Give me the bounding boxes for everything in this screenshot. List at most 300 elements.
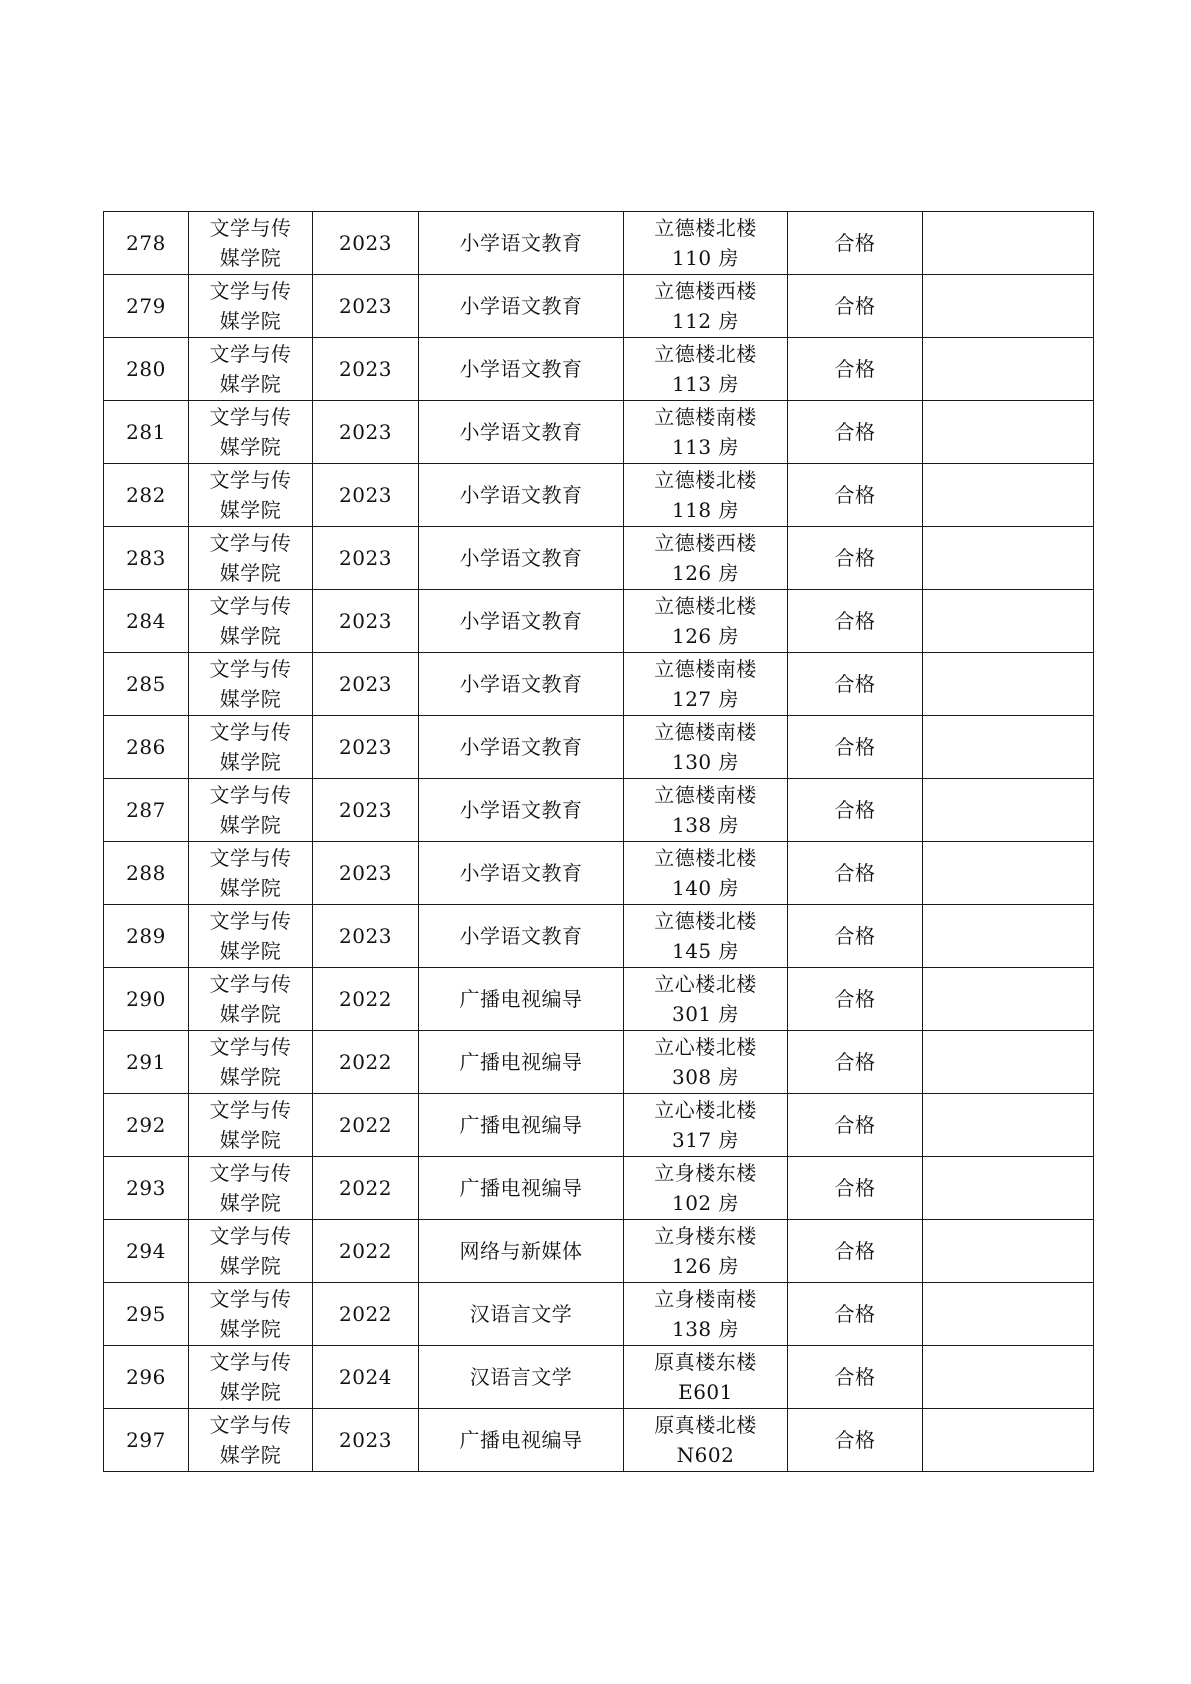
major-text: 小学语文教育 [459,546,583,570]
room-cell [624,590,788,653]
room-text: 立德楼西楼 [654,531,757,555]
row-number-cell [104,1031,189,1094]
major-cell [419,338,624,401]
college-text: 文学与传 [209,909,292,933]
table-row [104,1220,1094,1283]
row-number-text: 286 [126,735,166,759]
table-row [104,527,1094,590]
year-cell [313,338,419,401]
table-row [104,590,1094,653]
result-cell [788,1283,923,1346]
college-text: 文学与传 [209,1098,292,1122]
result-text: 合格 [834,924,876,948]
note-cell [923,716,1094,779]
row-number-text: 279 [126,294,166,318]
year-cell [313,716,419,779]
row-number-text: 290 [126,987,166,1011]
college-text: 媒学院 [219,1254,282,1278]
major-cell [419,1031,624,1094]
room-text: 126 房 [671,1254,740,1278]
room-cell [624,1157,788,1220]
room-text: 145 房 [671,939,740,963]
major-text: 小学语文教育 [459,609,583,633]
college-cell [189,527,313,590]
table-row [104,653,1094,716]
college-text: 文学与传 [209,720,292,744]
row-number-cell [104,1220,189,1283]
result-cell [788,716,923,779]
row-number-cell [104,212,189,275]
major-cell [419,842,624,905]
year-text: 2023 [339,735,392,759]
row-number-text: 287 [126,798,166,822]
row-number-cell [104,527,189,590]
room-text: 140 房 [671,876,740,900]
row-number-cell [104,1346,189,1409]
result-cell [788,842,923,905]
room-text: 立心楼北楼 [654,1035,757,1059]
year-text: 2023 [339,357,392,381]
year-text: 2023 [339,924,392,948]
result-text: 合格 [834,231,876,255]
room-text: 原真楼北楼 [654,1413,757,1437]
row-number-text: 295 [126,1302,166,1326]
college-text: 文学与传 [209,846,292,870]
row-number-text: 284 [126,609,166,633]
major-text: 广播电视编导 [459,1113,583,1137]
note-cell [923,401,1094,464]
note-cell [923,1346,1094,1409]
room-cell [624,464,788,527]
college-text: 媒学院 [219,1065,282,1089]
result-text: 合格 [834,672,876,696]
college-cell [189,212,313,275]
result-text: 合格 [834,735,876,759]
year-cell [313,1157,419,1220]
college-text: 媒学院 [219,939,282,963]
room-cell [624,1220,788,1283]
table-row [104,1094,1094,1157]
result-text: 合格 [834,1176,876,1200]
college-cell [189,968,313,1031]
year-text: 2023 [339,483,392,507]
year-cell [313,464,419,527]
room-text: 立身楼南楼 [654,1287,757,1311]
table-row [104,905,1094,968]
college-cell [189,1094,313,1157]
college-text: 文学与传 [209,972,292,996]
room-cell [624,1094,788,1157]
row-number-text: 289 [126,924,166,948]
year-text: 2023 [339,672,392,696]
room-text: 立德楼北楼 [654,468,757,492]
room-text: 立德楼南楼 [654,783,757,807]
row-number-cell [104,401,189,464]
note-cell [923,527,1094,590]
year-text: 2022 [339,1176,392,1200]
note-cell [923,464,1094,527]
result-text: 合格 [834,483,876,507]
row-number-cell [104,653,189,716]
row-number-text: 285 [126,672,166,696]
table-row [104,1346,1094,1409]
table-row [104,275,1094,338]
year-cell [313,275,419,338]
college-cell [189,716,313,779]
room-cell [624,527,788,590]
college-text: 文学与传 [209,657,292,681]
row-number-cell [104,779,189,842]
note-cell [923,275,1094,338]
year-text: 2022 [339,1113,392,1137]
table-row [104,968,1094,1031]
room-text: 130 房 [671,750,740,774]
major-text: 小学语文教育 [459,420,583,444]
room-text: 112 房 [671,309,740,333]
row-number-text: 293 [126,1176,166,1200]
room-text: 立德楼西楼 [654,279,757,303]
year-text: 2023 [339,294,392,318]
year-cell [313,968,419,1031]
records-table [103,211,1094,1472]
table-row [104,716,1094,779]
year-text: 2022 [339,1239,392,1263]
year-cell [313,1031,419,1094]
year-text: 2022 [339,1050,392,1074]
result-cell [788,527,923,590]
college-cell [189,275,313,338]
room-text: 立德楼北楼 [654,216,757,240]
room-cell [624,716,788,779]
major-cell [419,716,624,779]
major-text: 小学语文教育 [459,357,583,381]
result-text: 合格 [834,420,876,444]
room-text: 立德楼北楼 [654,594,757,618]
room-text: 立德楼南楼 [654,405,757,429]
major-cell [419,212,624,275]
result-text: 合格 [834,1302,876,1326]
major-text: 汉语言文学 [469,1302,573,1326]
college-cell [189,338,313,401]
result-cell [788,1220,923,1283]
row-number-cell [104,590,189,653]
note-cell [923,590,1094,653]
college-text: 媒学院 [219,1317,282,1341]
college-cell [189,1031,313,1094]
row-number-text: 280 [126,357,166,381]
college-text: 媒学院 [219,561,282,585]
note-cell [923,653,1094,716]
college-text: 媒学院 [219,624,282,648]
result-text: 合格 [834,609,876,633]
result-text: 合格 [834,1050,876,1074]
room-text: 立德楼北楼 [654,342,757,366]
major-cell [419,464,624,527]
row-number-cell [104,275,189,338]
college-text: 媒学院 [219,813,282,837]
college-text: 媒学院 [219,435,282,459]
major-text: 小学语文教育 [459,735,583,759]
room-cell [624,212,788,275]
row-number-cell [104,842,189,905]
note-cell [923,1031,1094,1094]
row-number-text: 291 [126,1050,166,1074]
year-text: 2023 [339,1428,392,1452]
row-number-text: 288 [126,861,166,885]
room-text: 立德楼南楼 [654,720,757,744]
year-cell [313,1409,419,1472]
year-text: 2022 [339,1302,392,1326]
major-text: 广播电视编导 [459,987,583,1011]
result-cell [788,1346,923,1409]
result-cell [788,464,923,527]
major-text: 汉语言文学 [469,1365,573,1389]
room-text: 118 房 [671,498,740,522]
major-text: 小学语文教育 [459,861,583,885]
major-cell [419,527,624,590]
college-text: 媒学院 [219,1128,282,1152]
room-cell [624,401,788,464]
room-cell [624,779,788,842]
result-cell [788,1031,923,1094]
table-row [104,212,1094,275]
year-text: 2023 [339,420,392,444]
room-text: 立心楼北楼 [654,972,757,996]
room-text: 113 房 [671,435,740,459]
note-cell [923,1283,1094,1346]
year-cell [313,1283,419,1346]
room-text: 127 房 [671,687,740,711]
major-cell [419,275,624,338]
major-text: 网络与新媒体 [459,1239,583,1263]
room-text: 126 房 [671,561,740,585]
result-cell [788,401,923,464]
result-cell [788,212,923,275]
note-cell [923,1157,1094,1220]
college-text: 文学与传 [209,1413,292,1437]
year-text: 2023 [339,609,392,633]
row-number-text: 292 [126,1113,166,1137]
result-text: 合格 [834,546,876,570]
major-cell [419,779,624,842]
room-text: 立心楼北楼 [654,1098,757,1122]
major-text: 小学语文教育 [459,294,583,318]
room-text: 110 房 [671,246,740,270]
result-cell [788,653,923,716]
room-cell [624,968,788,1031]
room-text: 102 房 [671,1191,740,1215]
college-text: 媒学院 [219,498,282,522]
result-text: 合格 [834,861,876,885]
note-cell [923,1094,1094,1157]
result-cell [788,779,923,842]
major-text: 广播电视编导 [459,1050,583,1074]
college-cell [189,905,313,968]
major-cell [419,1346,624,1409]
room-text: 126 房 [671,624,740,648]
note-cell [923,842,1094,905]
row-number-cell [104,716,189,779]
room-cell [624,1283,788,1346]
college-text: 媒学院 [219,876,282,900]
year-cell [313,842,419,905]
room-text: 301 房 [671,1002,740,1026]
note-cell [923,905,1094,968]
row-number-text: 294 [126,1239,166,1263]
college-cell [189,1346,313,1409]
table-row [104,779,1094,842]
note-cell [923,968,1094,1031]
college-text: 文学与传 [209,1224,292,1248]
year-cell [313,1094,419,1157]
table-row [104,1031,1094,1094]
year-text: 2024 [339,1365,392,1389]
major-text: 小学语文教育 [459,483,583,507]
college-text: 媒学院 [219,309,282,333]
note-cell [923,338,1094,401]
row-number-cell [104,338,189,401]
room-text: 立身楼东楼 [654,1161,757,1185]
table-row [104,401,1094,464]
college-text: 媒学院 [219,1191,282,1215]
result-text: 合格 [834,357,876,381]
room-cell [624,653,788,716]
room-cell [624,842,788,905]
college-text: 文学与传 [209,216,292,240]
result-text: 合格 [834,1239,876,1263]
result-cell [788,905,923,968]
room-cell [624,1031,788,1094]
college-text: 文学与传 [209,594,292,618]
college-text: 文学与传 [209,279,292,303]
year-cell [313,527,419,590]
room-text: 立德楼北楼 [654,909,757,933]
college-text: 文学与传 [209,1350,292,1374]
note-cell [923,1220,1094,1283]
note-cell [923,1409,1094,1472]
result-cell [788,968,923,1031]
room-text: 138 房 [671,1317,740,1341]
major-cell [419,905,624,968]
year-cell [313,212,419,275]
year-cell [313,590,419,653]
room-text: 立德楼南楼 [654,657,757,681]
result-cell [788,338,923,401]
records-table-body [104,212,1094,1472]
room-text: 立德楼北楼 [654,846,757,870]
room-cell [624,1346,788,1409]
major-cell [419,653,624,716]
college-cell [189,1220,313,1283]
room-cell [624,338,788,401]
room-text: N602 [676,1443,735,1467]
result-text: 合格 [834,798,876,822]
year-cell [313,905,419,968]
row-number-text: 281 [126,420,166,444]
result-cell [788,1094,923,1157]
college-text: 媒学院 [219,687,282,711]
result-text: 合格 [834,987,876,1011]
year-cell [313,1346,419,1409]
year-text: 2022 [339,987,392,1011]
major-cell [419,1409,624,1472]
year-text: 2023 [339,798,392,822]
college-cell [189,464,313,527]
year-text: 2023 [339,861,392,885]
major-text: 小学语文教育 [459,672,583,696]
room-text: E601 [678,1380,733,1404]
table-row [104,338,1094,401]
year-cell [313,1220,419,1283]
result-text: 合格 [834,1365,876,1389]
year-cell [313,401,419,464]
college-text: 媒学院 [219,1443,282,1467]
result-cell [788,1409,923,1472]
college-cell [189,842,313,905]
row-number-text: 283 [126,546,166,570]
row-number-text: 282 [126,483,166,507]
college-text: 媒学院 [219,246,282,270]
college-text: 文学与传 [209,531,292,555]
row-number-cell [104,1283,189,1346]
major-cell [419,1220,624,1283]
row-number-cell [104,968,189,1031]
row-number-cell [104,464,189,527]
note-cell [923,779,1094,842]
college-cell [189,401,313,464]
college-text: 媒学院 [219,1002,282,1026]
college-text: 文学与传 [209,783,292,807]
major-cell [419,1157,624,1220]
college-text: 媒学院 [219,1380,282,1404]
college-cell [189,1409,313,1472]
room-text: 317 房 [671,1128,740,1152]
row-number-cell [104,1157,189,1220]
room-text: 113 房 [671,372,740,396]
row-number-text: 296 [126,1365,166,1389]
college-cell [189,590,313,653]
row-number-cell [104,1094,189,1157]
room-text: 308 房 [671,1065,740,1089]
year-cell [313,653,419,716]
room-cell [624,905,788,968]
major-text: 广播电视编导 [459,1176,583,1200]
major-cell [419,968,624,1031]
row-number-cell [104,905,189,968]
college-text: 文学与传 [209,468,292,492]
college-text: 文学与传 [209,1161,292,1185]
major-cell [419,1283,624,1346]
room-text: 原真楼东楼 [654,1350,757,1374]
college-text: 文学与传 [209,1035,292,1059]
row-number-text: 297 [126,1428,166,1452]
row-number-cell [104,1409,189,1472]
major-cell [419,590,624,653]
table-row [104,464,1094,527]
year-text: 2023 [339,231,392,255]
college-cell [189,653,313,716]
college-cell [189,1157,313,1220]
result-cell [788,275,923,338]
year-cell [313,779,419,842]
room-text: 138 房 [671,813,740,837]
table-row [104,842,1094,905]
year-text: 2023 [339,546,392,570]
table-row [104,1409,1094,1472]
major-text: 小学语文教育 [459,798,583,822]
college-text: 媒学院 [219,372,282,396]
major-cell [419,401,624,464]
